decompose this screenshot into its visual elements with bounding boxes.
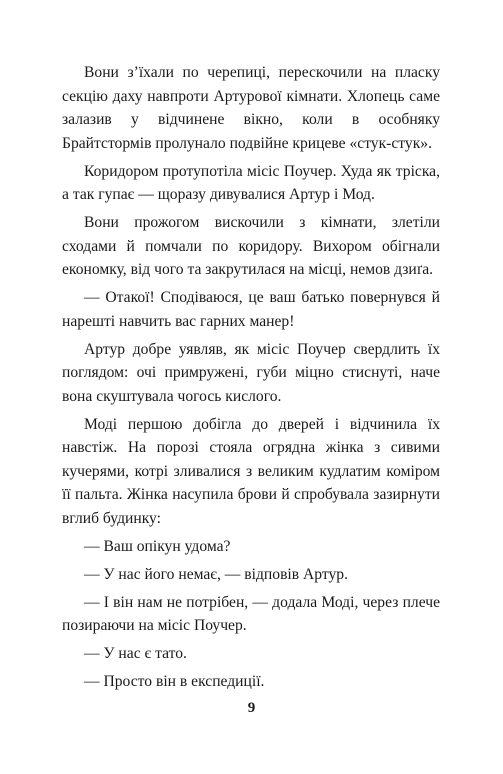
page-text [62,61,440,698]
paragraph: — У нас є тато. [84,645,187,662]
paragraph: Вони з’їхали по черепиці, перескочили на пласку секцію даху навпроти Артурової кімнати. Хлопець саме залазив у відчинене вікно, коли в особняку Брайтстормів пролунало подвійне крицеве «стук-стук». [62,64,440,152]
paragraph: Вони прожогом вискочили з кімнати, злетіли сходами й помчали по коридору. Вихором обігнали економку, від чого та закрутилася на місці, немов дзиґа. [62,214,440,278]
page-number: 9 [247,700,256,716]
paragraph: — Ваш опікун удома? [84,537,231,555]
paragraph: — І він нам не потрібен, — додала Моді, через плече позираючи на місіс Поучер. [62,593,440,634]
paragraph: — Отакої! Сподіваюся, це ваш батько повернувся й нарешті навчить вас гарних манер! [62,289,440,330]
paragraph: Моді першою добігла до дверей і відчинила їх навстіж. На порозі стояла огрядна жінка з сивими кучерями, котрі зливалися з великим кудлатим коміром її пальта. Жінка насупила брови й спробувала зазирнути вглиб будинку: [62,415,440,527]
paragraph: — Просто він в експедиції. [84,673,265,690]
paragraph: Коридором протупотіла місіс Поучер. Худа як тріска, а так гупає — щоразу дивувалися Артур і Мод. [62,162,440,203]
paragraph: Артур добре уявляв, як місіс Поучер свердлить їх поглядом: очі примружені, губи міцно стиснуті, наче вона скуштувала чогось кислого. [62,340,440,405]
paragraph: — У нас його немає, — відповів Артур. [84,565,348,583]
